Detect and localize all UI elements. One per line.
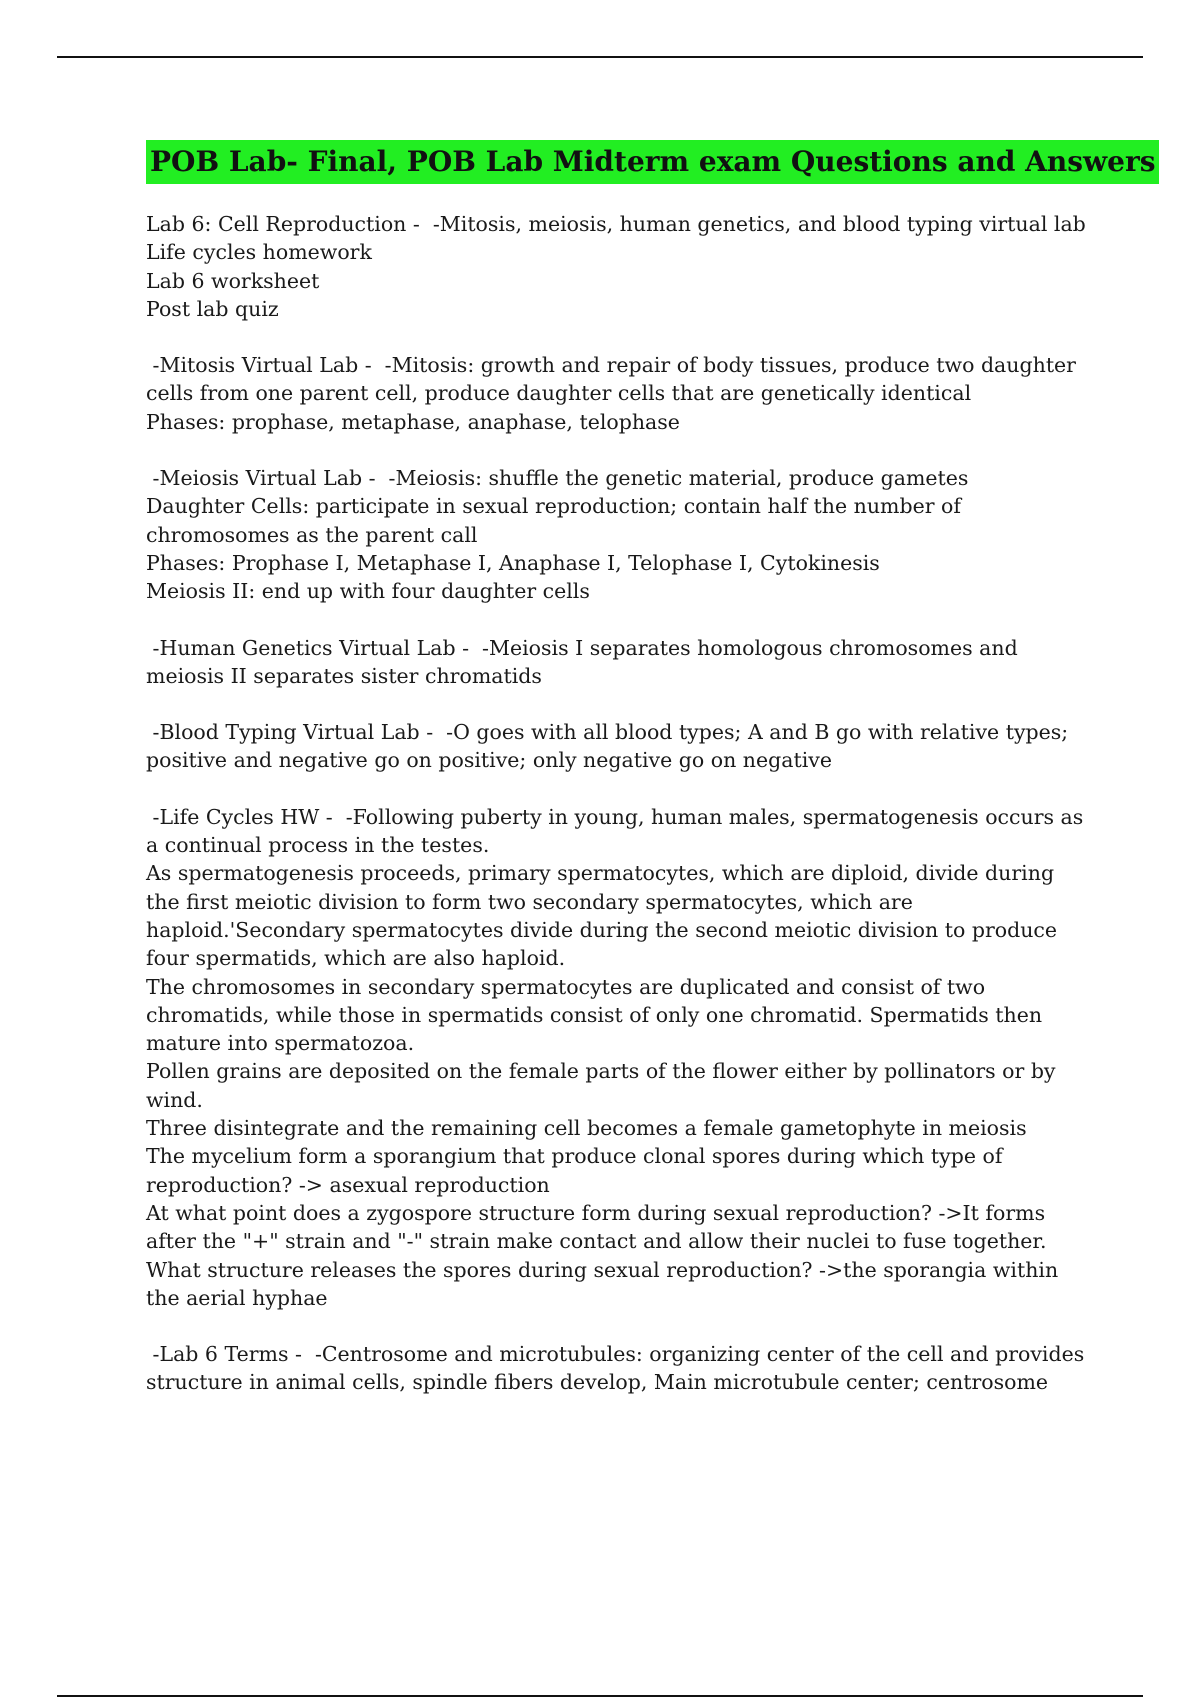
entry-line: Phases: prophase, metaphase, anaphase, telophase [146, 409, 680, 434]
entry-blood-typing-virtual-lab [146, 718, 1090, 775]
entry-line: The mycelium form a sporangium that produce clonal spores during which type of reproduction? -> asexual reproduction [146, 1144, 1009, 1197]
document-title: POB Lab- Final, POB Lab Midterm exam Questions and Answers [146, 140, 1159, 184]
header-rule [57, 56, 1143, 58]
entry-mitosis-virtual-lab [146, 351, 1090, 436]
entry-line: -Blood Typing Virtual Lab - -O goes with all blood types; A and B go with relative types; positive and negative go on positive; only negative go on negative [146, 720, 1075, 773]
entry-line: At what point does a zygospore structure form during sexual reproduction? ->It forms after the "+" strain and "-" strain make contact and allow their nuclei to fuse together. [146, 1200, 1052, 1254]
entry-line: -Mitosis Virtual Lab - -Mitosis: growth and repair of body tissues, produce two daughter cells from one parent cell, produce daughter cells that are genetically identical [146, 353, 1083, 406]
entry-line: Pollen grains are deposited on the female parts of the flower either by pollinators or by wind. [146, 1059, 1063, 1112]
entry-line: Life cycles homework [146, 240, 372, 265]
entry-line: -Life Cycles HW - -Following puberty in young, human males, spermatogenesis occurs as a continual process in the testes. [146, 804, 1090, 858]
title-block [146, 140, 1156, 184]
entry-lab6-overview [146, 210, 1090, 323]
entry-lab6-terms [146, 1340, 1090, 1397]
entry-line: Phases: Prophase I, Metaphase I, Anaphase I, Telophase I, Cytokinesis [146, 550, 880, 575]
entry-human-genetics-virtual-lab [146, 634, 1090, 691]
entry-line: Meiosis II: end up with four daughter cells [146, 579, 590, 604]
entry-line: Daughter Cells: participate in sexual reproduction; contain half the number of chromosomes as the parent call [146, 494, 968, 547]
entry-line: Post lab quiz [146, 296, 279, 321]
entry-line: What structure releases the spores during sexual reproduction? ->the sporangia within the aerial hyphae [146, 1257, 1065, 1310]
entry-line: Lab 6: Cell Reproduction - -Mitosis, meiosis, human genetics, and blood typing virtual lab [146, 212, 1086, 236]
footer-rule [57, 1695, 1143, 1697]
entry-line: Lab 6 worksheet [146, 268, 320, 293]
entry-line: As spermatogenesis proceeds, primary spermatocytes, which are diploid, divide during the first meiotic division to form two secondary spermatocytes, which are haploid.'Secondary spermatocytes divide during the second meiotic division to produce four spermatids, which are also haploid. [146, 861, 1064, 971]
entry-line: -Lab 6 Terms - -Centrosome and microtubules: organizing center of the cell and provides structure in animal cells, spindle fibers develop, Main microtubule center; centrosome [146, 1342, 1091, 1395]
entry-meiosis-virtual-lab [146, 464, 1090, 605]
entry-line: The chromosomes in secondary spermatocytes are duplicated and consist of two chromatids, while those in spermatids consist of only one chromatid. Spermatids then mature into spermatozoa. [146, 974, 1049, 1056]
entry-life-cycles-hw [146, 803, 1090, 1312]
document-body [146, 140, 1156, 1425]
entry-line: -Meiosis Virtual Lab - -Meiosis: shuffle the genetic material, produce gametes [146, 466, 969, 491]
entry-line: -Human Genetics Virtual Lab - -Meiosis I separates homologous chromosomes and meiosis II separates sister chromatids [146, 635, 1025, 688]
entry-line: Three disintegrate and the remaining cell becomes a female gametophyte in meiosis [146, 1116, 1027, 1141]
